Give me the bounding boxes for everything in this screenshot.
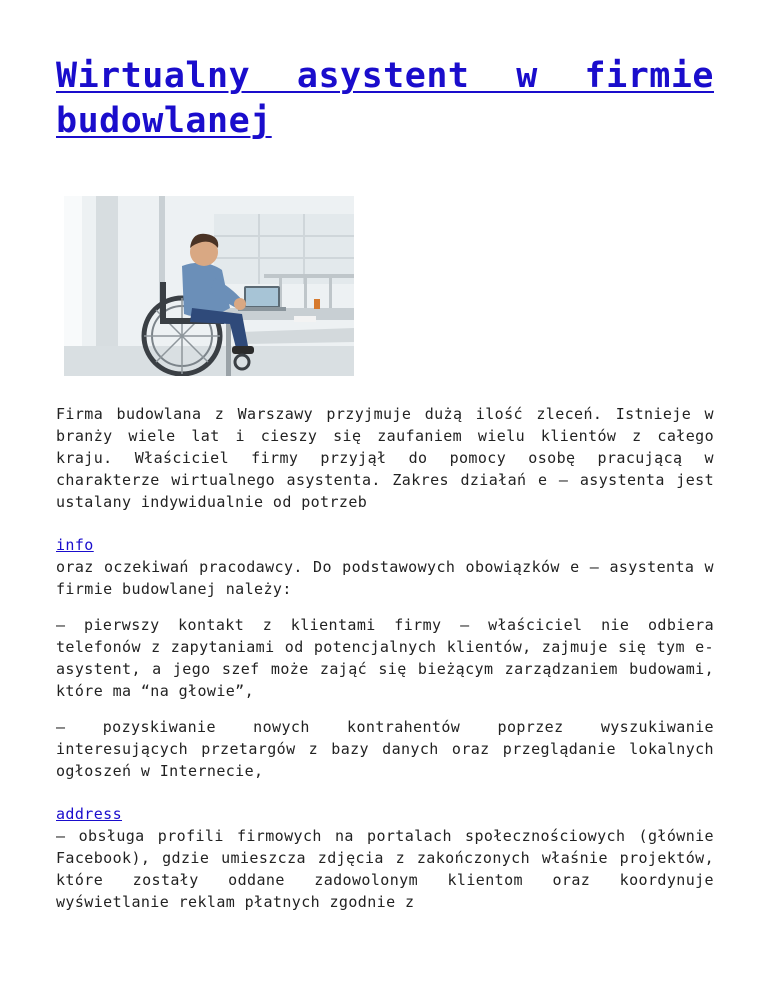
person-in-wheelchair-at-desk-icon [64, 196, 354, 376]
paragraph-duty-first-contact: – pierwszy kontakt z klientami firmy – właściciel nie odbiera telefonów z zapytaniami od potencjalnych klientów, zajmuje się tym e-asystent, a jego szef może zająć się bieżącym zarządzaniem budowami, które ma “na głowie”, [56, 616, 714, 700]
paragraph-intro: Firma budowlana z Warszawy przyjmuje dużą ilość zleceń. Istnieje w branży wiele lat i cieszy się zaufaniem wielu klientów z całego kraju. Właściciel firmy przyjął do pomocy osobę pracującą w charakterze wirtualnego asystenta. Zakres działań e – asystenta jest ustalany indywidualnie od potrzeb [56, 405, 714, 511]
article-body [56, 403, 714, 913]
paragraph-duties-intro: oraz oczekiwań pracodawcy. Do podstawowych obowiązków e – asystenta w firmie budowlanej należy: [56, 558, 714, 598]
paragraph-duty-acquisition: – pozyskiwanie nowych kontrahentów poprzez wyszukiwanie interesujących przetargów z bazy danych oraz przeglądanie lokalnych ogłoszeń w Internecie, [56, 718, 714, 780]
inline-link-info[interactable]: info [56, 536, 94, 554]
paragraph-duty-social-media: – obsługa profili firmowych na portalach społecznościowych (głównie Facebook), gdzie umieszcza zdjęcia z zakończonych właśnie projektów, które zostały oddane zadowolonym klientom oraz koordynuje wyświetlanie reklam płatnych zgodnie z [56, 827, 714, 911]
article-title [56, 54, 714, 144]
inline-link-address[interactable]: address [56, 805, 123, 823]
article-title-link[interactable]: Wirtualny asystent w firmie budowlanej [56, 56, 714, 141]
article-image [64, 196, 354, 376]
article [56, 54, 714, 913]
